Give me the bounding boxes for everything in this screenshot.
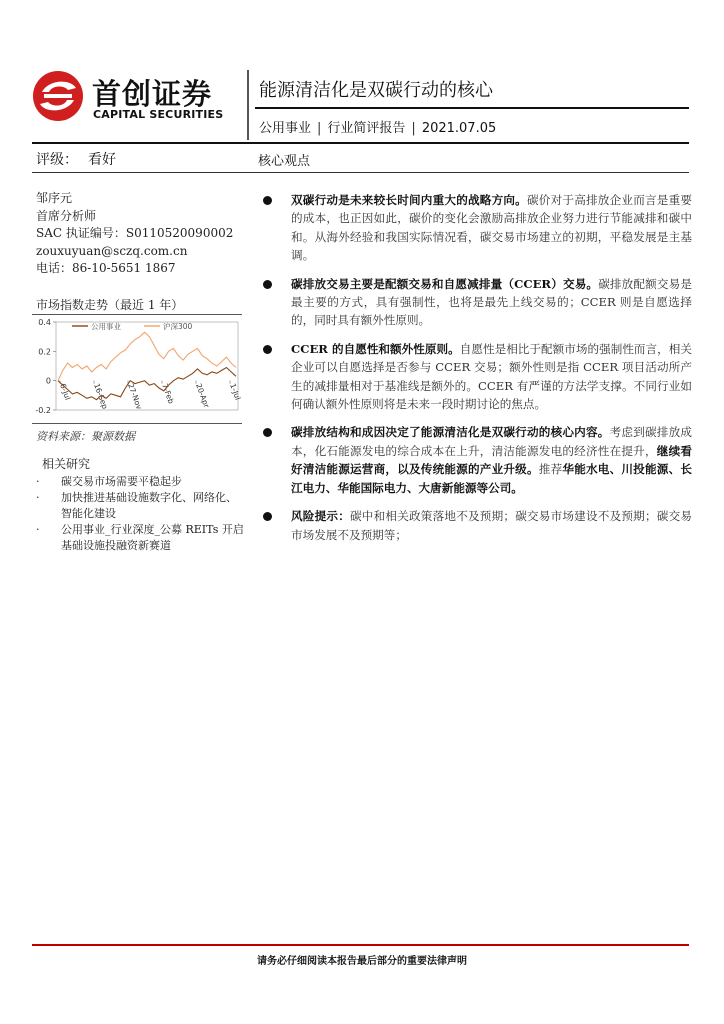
core-views-heading: 核心观点 — [258, 154, 311, 169]
report-type: 行业简评报告 — [327, 121, 406, 136]
meta-separator: | — [317, 121, 322, 136]
market-index-chart — [32, 316, 244, 424]
chart-bottom-rule — [32, 423, 242, 424]
logo-chinese-name: 首创证券 — [92, 77, 213, 111]
y-tick-label: 0.4 — [38, 318, 51, 327]
bullet-lead: 双碳行动是未来较长时间内重大的战略方向。 — [291, 193, 527, 207]
bullet-lead: CCER 的自愿性和额外性原则。 — [291, 341, 460, 356]
related-item[interactable]: · 加快推进基础设施数字化、网络化、智能化建设 — [36, 490, 246, 522]
bullet-lead: 风险提示： — [291, 509, 350, 524]
bullet-text: 考虑到碳排放成本，化石能源发电的综合成本在上升，清洁能源发电的经济性在提升， — [291, 425, 692, 458]
bullet-text: 碳价对于高排放企业而言是重要的成本，也正因如此，碳价的变化会激励高排放企业努力进行节能减排和碳中和。从海外经验和我国实际情况看，碳交易市场建立的初期，平稳发展是主基调。 — [291, 193, 692, 263]
x-tick-label: 27-Nov — [126, 382, 144, 411]
related-item[interactable]: · 公用事业_行业深度_公募 REITs 开启基础设施投融资新赛道 — [36, 522, 246, 554]
x-tick-label: 20-Apr — [194, 382, 212, 409]
bullet-text: 自愿性是相比于配额市场的强制性而言，相关企业可以自愿选择是否参与 CCER 交易；额外性则是指 CCER 项目活动所产生的减排量相对于基准线是额外的。CCER 有严谨的方法学支撑。不同行业如何确认额外性原则将是未来一段时期讨论的焦点。 — [291, 341, 692, 412]
x-tick-label: 6-Jul — [58, 382, 73, 402]
x-tick-label: 7-Feb — [160, 382, 176, 405]
bullet-lead: 碳排放交易主要是配额交易和自愿减排量（CCER）交易。 — [291, 276, 599, 291]
company-logo — [32, 66, 242, 126]
series-line-utilities — [58, 368, 236, 400]
analyst-name: 邹序元 — [36, 191, 73, 205]
bullet-dot-icon — [263, 512, 272, 521]
bullet-dot-icon — [263, 345, 272, 354]
chart-title: 市场指数走势（最近 1 年） — [36, 298, 184, 312]
x-tick-label: 16-Sep — [92, 382, 110, 411]
analyst-phone: 电话：86-10-5651 1867 — [36, 261, 176, 275]
bullet-dot-icon — [263, 196, 272, 205]
bullet-lead: 碳排放结构和成因决定了能源清洁化是双碳行动的核心内容。 — [291, 425, 610, 440]
analyst-info — [36, 190, 233, 278]
header-rule — [32, 142, 689, 144]
report-title: 能源清洁化是双碳行动的核心 — [259, 80, 493, 101]
meta-separator: | — [411, 121, 416, 136]
analyst-license: SAC 执证编号：S0110520090002 — [36, 226, 234, 240]
bullet-dot-icon — [263, 280, 272, 289]
related-research-list — [36, 474, 246, 554]
report-sector: 公用事业 — [259, 121, 312, 136]
rating — [36, 149, 116, 169]
logo-mark-icon — [32, 70, 84, 122]
rating-label: 评级： — [36, 152, 78, 168]
x-tick-label: 1-Jul — [228, 382, 243, 402]
bullet-emphasis: 继续看好清洁能源运营商，以及传统能源的产业升级。 — [291, 443, 692, 477]
rating-rule — [32, 172, 689, 173]
y-tick-label: -0.2 — [35, 406, 51, 415]
legend-label: 沪深300 — [163, 322, 193, 331]
bullet-text: 碳排放配额交易是最主要的方式，具有强制性，也将是最先上线交易的；CCER 则是自愿选择的，同时具有额外性原则。 — [291, 276, 692, 328]
chart-source: 资料来源：聚源数据 — [36, 430, 135, 443]
core-views-list — [262, 191, 692, 554]
related-research-title: 相关研究 — [42, 457, 91, 471]
legend-label: 公用事业 — [91, 322, 121, 331]
legal-disclaimer: 请务必仔细阅读本报告最后部分的重要法律声明 — [257, 956, 467, 967]
analyst-email[interactable]: zouxuyuan@sczq.com.cn — [36, 243, 188, 258]
y-tick-label: 0 — [45, 376, 51, 386]
footer-rule — [32, 944, 689, 946]
logo-english-name: CAPITAL SECURITIES — [93, 108, 224, 121]
header-divider — [247, 70, 249, 140]
bullet-recommendation: 华能水电、川投能源、长江电力、华能国际电力、大唐新能源等公司。 — [291, 462, 692, 495]
rating-value: 看好 — [88, 152, 116, 168]
bullet-item — [262, 275, 692, 330]
report-meta — [259, 117, 496, 136]
bullet-text: 碳中和相关政策落地不及预期；碳交易市场建设不及预期；碳交易市场发展不及预期等； — [291, 509, 692, 542]
y-tick-label: 0.2 — [38, 347, 51, 357]
bullet-text: 推荐 — [538, 462, 563, 477]
chart-top-rule — [32, 314, 242, 315]
bullet-item — [262, 191, 692, 265]
analyst-title: 首席分析师 — [36, 208, 97, 223]
bullet-item — [262, 423, 692, 497]
report-date: 2021.07.05 — [421, 121, 497, 136]
bullet-item — [262, 340, 692, 414]
bullet-item — [262, 507, 692, 544]
related-item[interactable]: · 碳交易市场需要平稳起步 — [36, 474, 246, 490]
bullet-dot-icon — [263, 428, 272, 437]
title-rule — [255, 107, 689, 109]
